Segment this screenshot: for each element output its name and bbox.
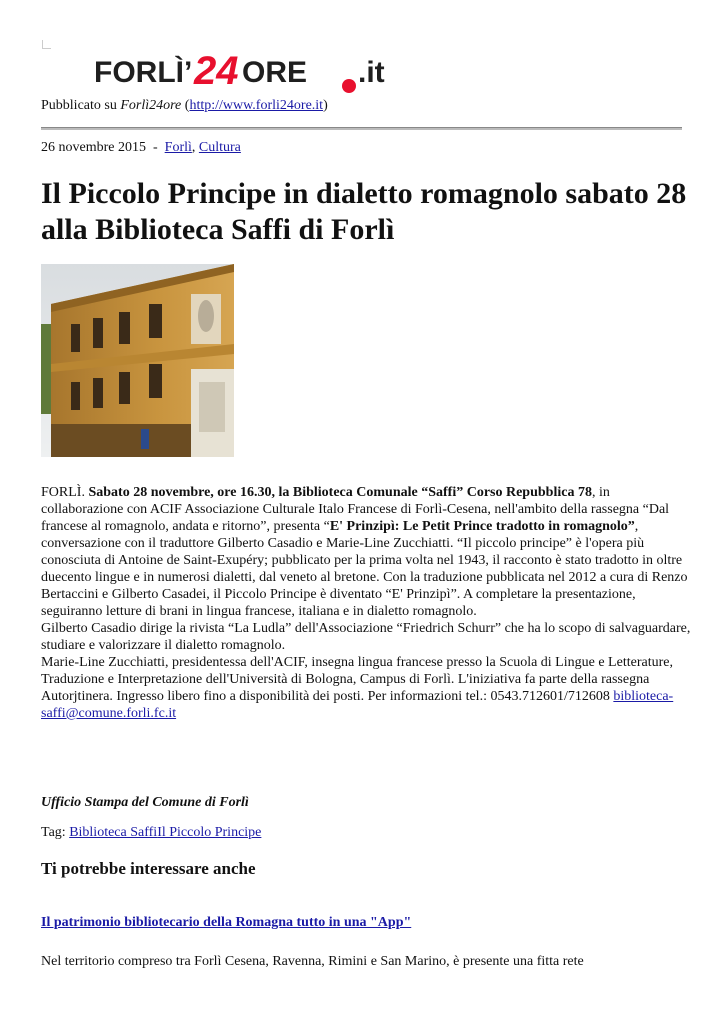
site-url-link[interactable]: http://www.forli24ore.it: [189, 98, 324, 113]
related-article-link[interactable]: Il patrimonio bibliotecario della Romagna tutto in una "App": [41, 915, 412, 930]
published-site: Forlì24ore: [120, 98, 182, 113]
p1-text-1: , in collaborazione con ACIF Associazione Culturale Italo Francese di Forlì-Cesena, nell'ambito della rassegna “Dal francese al romagnolo, andata e ritorno”, presenta “: [41, 485, 670, 534]
p1-bold-1: Sabato 28 novembre, ore 16.30, la Biblioteca Comunale “Saffi” Corso Repubblica 78: [88, 485, 592, 500]
p1-text-2: , conversazione con il traduttore Gilberto Casadio e Marie-Line Zucchiatti. “Il piccolo principe” è l'opera più conosciuta di Antoine de Saint-Exupéry; pubblicato per la prima volta nel 1943, il racconto è stato tradotto in oltre duecento lingue e in numerosi dialetti, dal veneto al bretone. Con la traduzione pubblicata nel 2012 a cura di Renzo Bertaccini e Gilberto Casadei, il Piccolo Principe è diventato “E' Prinzipì”. A completare la presentazione, seguiranno letture di brani in lingua francese, italiana e in dialetto romagnolo.: [41, 519, 688, 619]
category-link-forli[interactable]: Forlì: [164, 140, 192, 155]
category-link-cultura[interactable]: Cultura: [198, 140, 241, 155]
p3-text: Marie-Line Zucchiatti, presidentessa dell'ACIF, insegna lingua francese presso la Scuola di Lingue e Letterature, Traduzione e Interpretazione dell'Università di Bologna, Campus di Forlì. L'iniziativa fa parte della rassegna Autorjtinera. Ingresso libero fino a disponibilità dei posti. Per informazioni tel.: 0543.712601/712608: [41, 655, 673, 704]
meta-separator: -: [152, 140, 158, 155]
article-meta: 26 novembre 2015 - Forlì, Cultura: [41, 140, 241, 155]
logo-text-24: 24: [194, 49, 239, 93]
published-line: Pubblicato su Forlì24ore (http://www.forli24ore.it): [41, 98, 328, 113]
logo-text-main: FORLÌ’: [94, 56, 193, 89]
email-link[interactable]: biblioteca-saffi@comune.forli.fc.it: [41, 689, 674, 721]
p1-bold-2: E' Prinzipì: Le Petit Prince tradotto in romagnolo”: [329, 519, 635, 534]
press-office-signature: Ufficio Stampa del Comune di Forlì: [41, 795, 249, 810]
logo-dot: [342, 79, 356, 93]
paragraph-1: [41, 484, 691, 620]
corner-mark: [42, 40, 51, 49]
logo-text-tld: .it: [358, 56, 385, 89]
published-prefix: Pubblicato su: [41, 98, 121, 113]
paragraph-3: [41, 654, 691, 722]
tag-biblioteca-saffi[interactable]: Biblioteca Saffi: [69, 825, 158, 840]
tag-link-group[interactable]: [69, 825, 261, 840]
related-article-snippet: Nel territorio compreso tra Forlì Cesena, Ravenna, Rimini e San Marino, è presente una fitta rete: [41, 954, 584, 969]
article-photo: [41, 264, 234, 457]
logo-text-ore: ORE: [242, 56, 308, 89]
article-date: 26 novembre 2015: [41, 140, 146, 155]
article-body: [41, 484, 691, 722]
related-heading: Ti potrebbe interessare anche: [41, 859, 256, 878]
p1-lead: FORLÌ.: [41, 485, 89, 500]
paragraph-2: Gilberto Casadio dirige la rivista “La Ludla” dell'Associazione “Friedrich Schurr” che ha lo scopo di salvaguardare, studiare e valorizzare il dialetto romagnolo.: [41, 621, 691, 653]
tags-label: Tag:: [41, 825, 70, 840]
header-divider: [41, 127, 682, 130]
tags-line: [41, 825, 261, 841]
article-title: Il Piccolo Principe in dialetto romagnolo sabato 28 alla Biblioteca Saffi di Forlì: [41, 177, 687, 246]
tag-piccolo-principe[interactable]: Il Piccolo Principe: [157, 825, 262, 840]
site-logo[interactable]: [94, 46, 394, 102]
